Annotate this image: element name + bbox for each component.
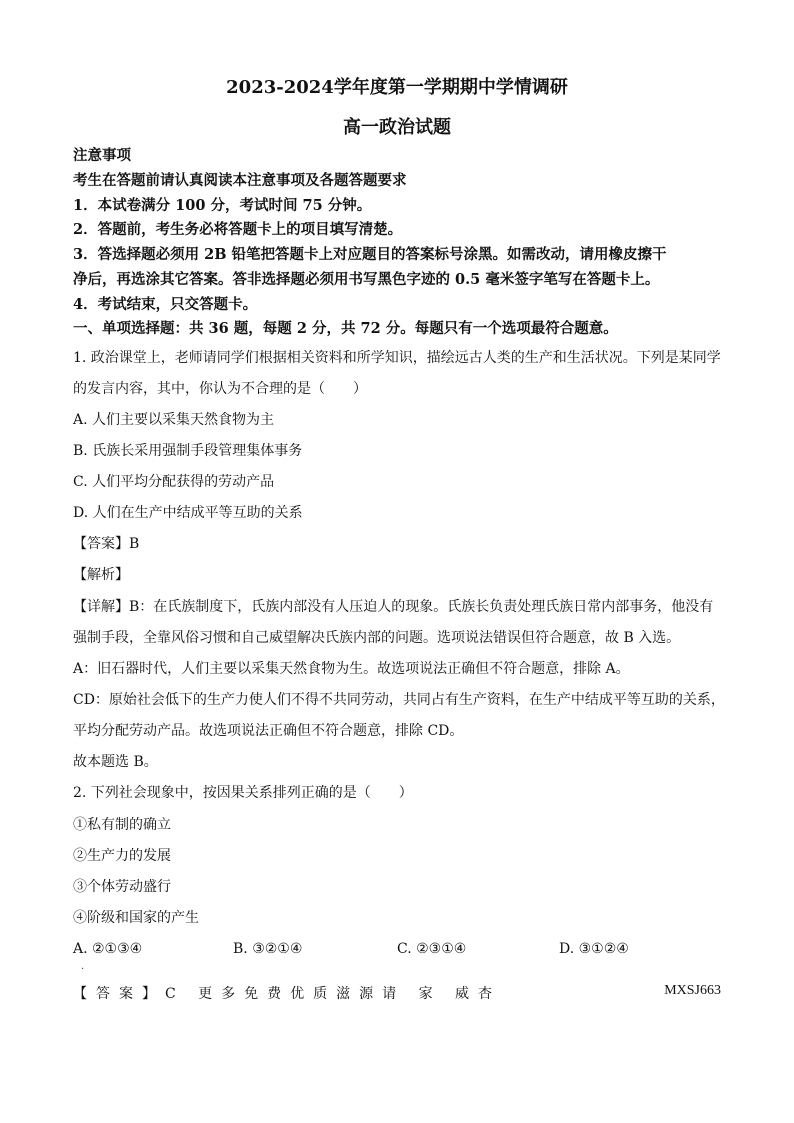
q1-detail-line-3: A：旧石器时代，人们主要以采集天然食物为生。故选项说法正确但不符合题意，排除 A。 — [73, 661, 630, 677]
q1-answer: 【答案】B — [73, 536, 140, 552]
q2-item-3: ③个体劳动盛行 — [73, 879, 171, 895]
q1-conclusion: 故本题选 B。 — [73, 754, 158, 770]
section-heading: 一、单项选择题：共 36 题，每题 2 分，共 72 分。每题只有一个选项最符合题意。 — [73, 320, 618, 337]
q2-item-2: ②生产力的发展 — [73, 848, 171, 864]
notice-item-4: 4．考试结束，只交答题卡。 — [73, 296, 258, 313]
notice-item-1: 1．本试卷满分 100 分，考试时间 75 分钟。 — [73, 197, 372, 214]
footer-code: MXSJ663 — [664, 983, 721, 998]
notice-heading: 注意事项 — [73, 147, 131, 164]
q2-option-c: C. ②③①④ — [397, 941, 467, 957]
footer-answer-text: 【答案】C 更多免费优质滋源请 家 威杏 — [73, 986, 502, 1002]
q1-option-c: C. 人们平均分配获得的劳动产品 — [73, 474, 275, 490]
notice-item-2: 2．答题前，考生务必将答题卡上的项目填写清楚。 — [73, 221, 403, 238]
notice-item-3-line-2: 净后，再选涂其它答案。答非选择题必须用书写黑色字迹的 0.5 毫米签字笔写在答题卡上。 — [73, 271, 660, 288]
q1-analysis-heading: 【解析】 — [73, 567, 129, 583]
q1-option-a: A. 人们主要以采集天然食物为主 — [73, 412, 275, 428]
q2-option-b: B. ③②①④ — [233, 941, 303, 957]
page-mark-dot: · — [81, 964, 85, 975]
q1-detail-line-5: 平均分配劳动产品。故选项说法正确但不符合题意，排除 CD。 — [73, 723, 464, 739]
q1-detail-line-1: 【详解】B：在氏族制度下，氏族内部没有人压迫人的现象。氏族长负责处理氏族日常内部事务，他没有 — [73, 599, 714, 615]
q2-option-d: D. ③①②④ — [559, 941, 629, 957]
q2-item-1: ①私有制的确立 — [73, 817, 171, 833]
q2-item-4: ④阶级和国家的产生 — [73, 910, 199, 926]
q1-detail-line-2: 强制手段，全靠风俗习惯和自己威望解决氏族内部的问题。选项说法错误但符合题意，故 B 入选。 — [73, 630, 681, 646]
q2-stem: 2. 下列社会现象中，按因果关系排列正确的是（ ） — [73, 785, 413, 801]
notice-intro: 考生在答题前请认真阅读本注意事项及各题答题要求 — [73, 172, 407, 189]
exam-title: 2023-2024学年度第一学期期中学情调研 — [226, 77, 568, 98]
q1-option-b: B. 氏族长采用强制手段管理集体事务 — [73, 443, 303, 459]
q2-option-a: A. ②①③④ — [73, 941, 143, 957]
q1-detail-line-4: CD：原始社会低下的生产力使人们不得不共同劳动，共同占有生产资料，在生产中结成平等互助的关系， — [73, 692, 725, 708]
notice-item-3-line-1: 3．答选择题必须用 2B 铅笔把答题卡上对应题目的答案标号涂黑。如需改动，请用橡皮擦干 — [73, 246, 667, 263]
exam-subtitle: 高一政治试题 — [343, 117, 451, 138]
q1-stem-line-1: 1. 政治课堂上，老师请同学们根据相关资料和所学知识，描绘远古人类的生产和生活状况。下列是某同学 — [73, 350, 721, 366]
q1-option-d: D. 人们在生产中结成平等互助的关系 — [73, 505, 303, 521]
q1-stem-line-2: 的发言内容，其中，你认为不合理的是（ ） — [73, 381, 367, 397]
